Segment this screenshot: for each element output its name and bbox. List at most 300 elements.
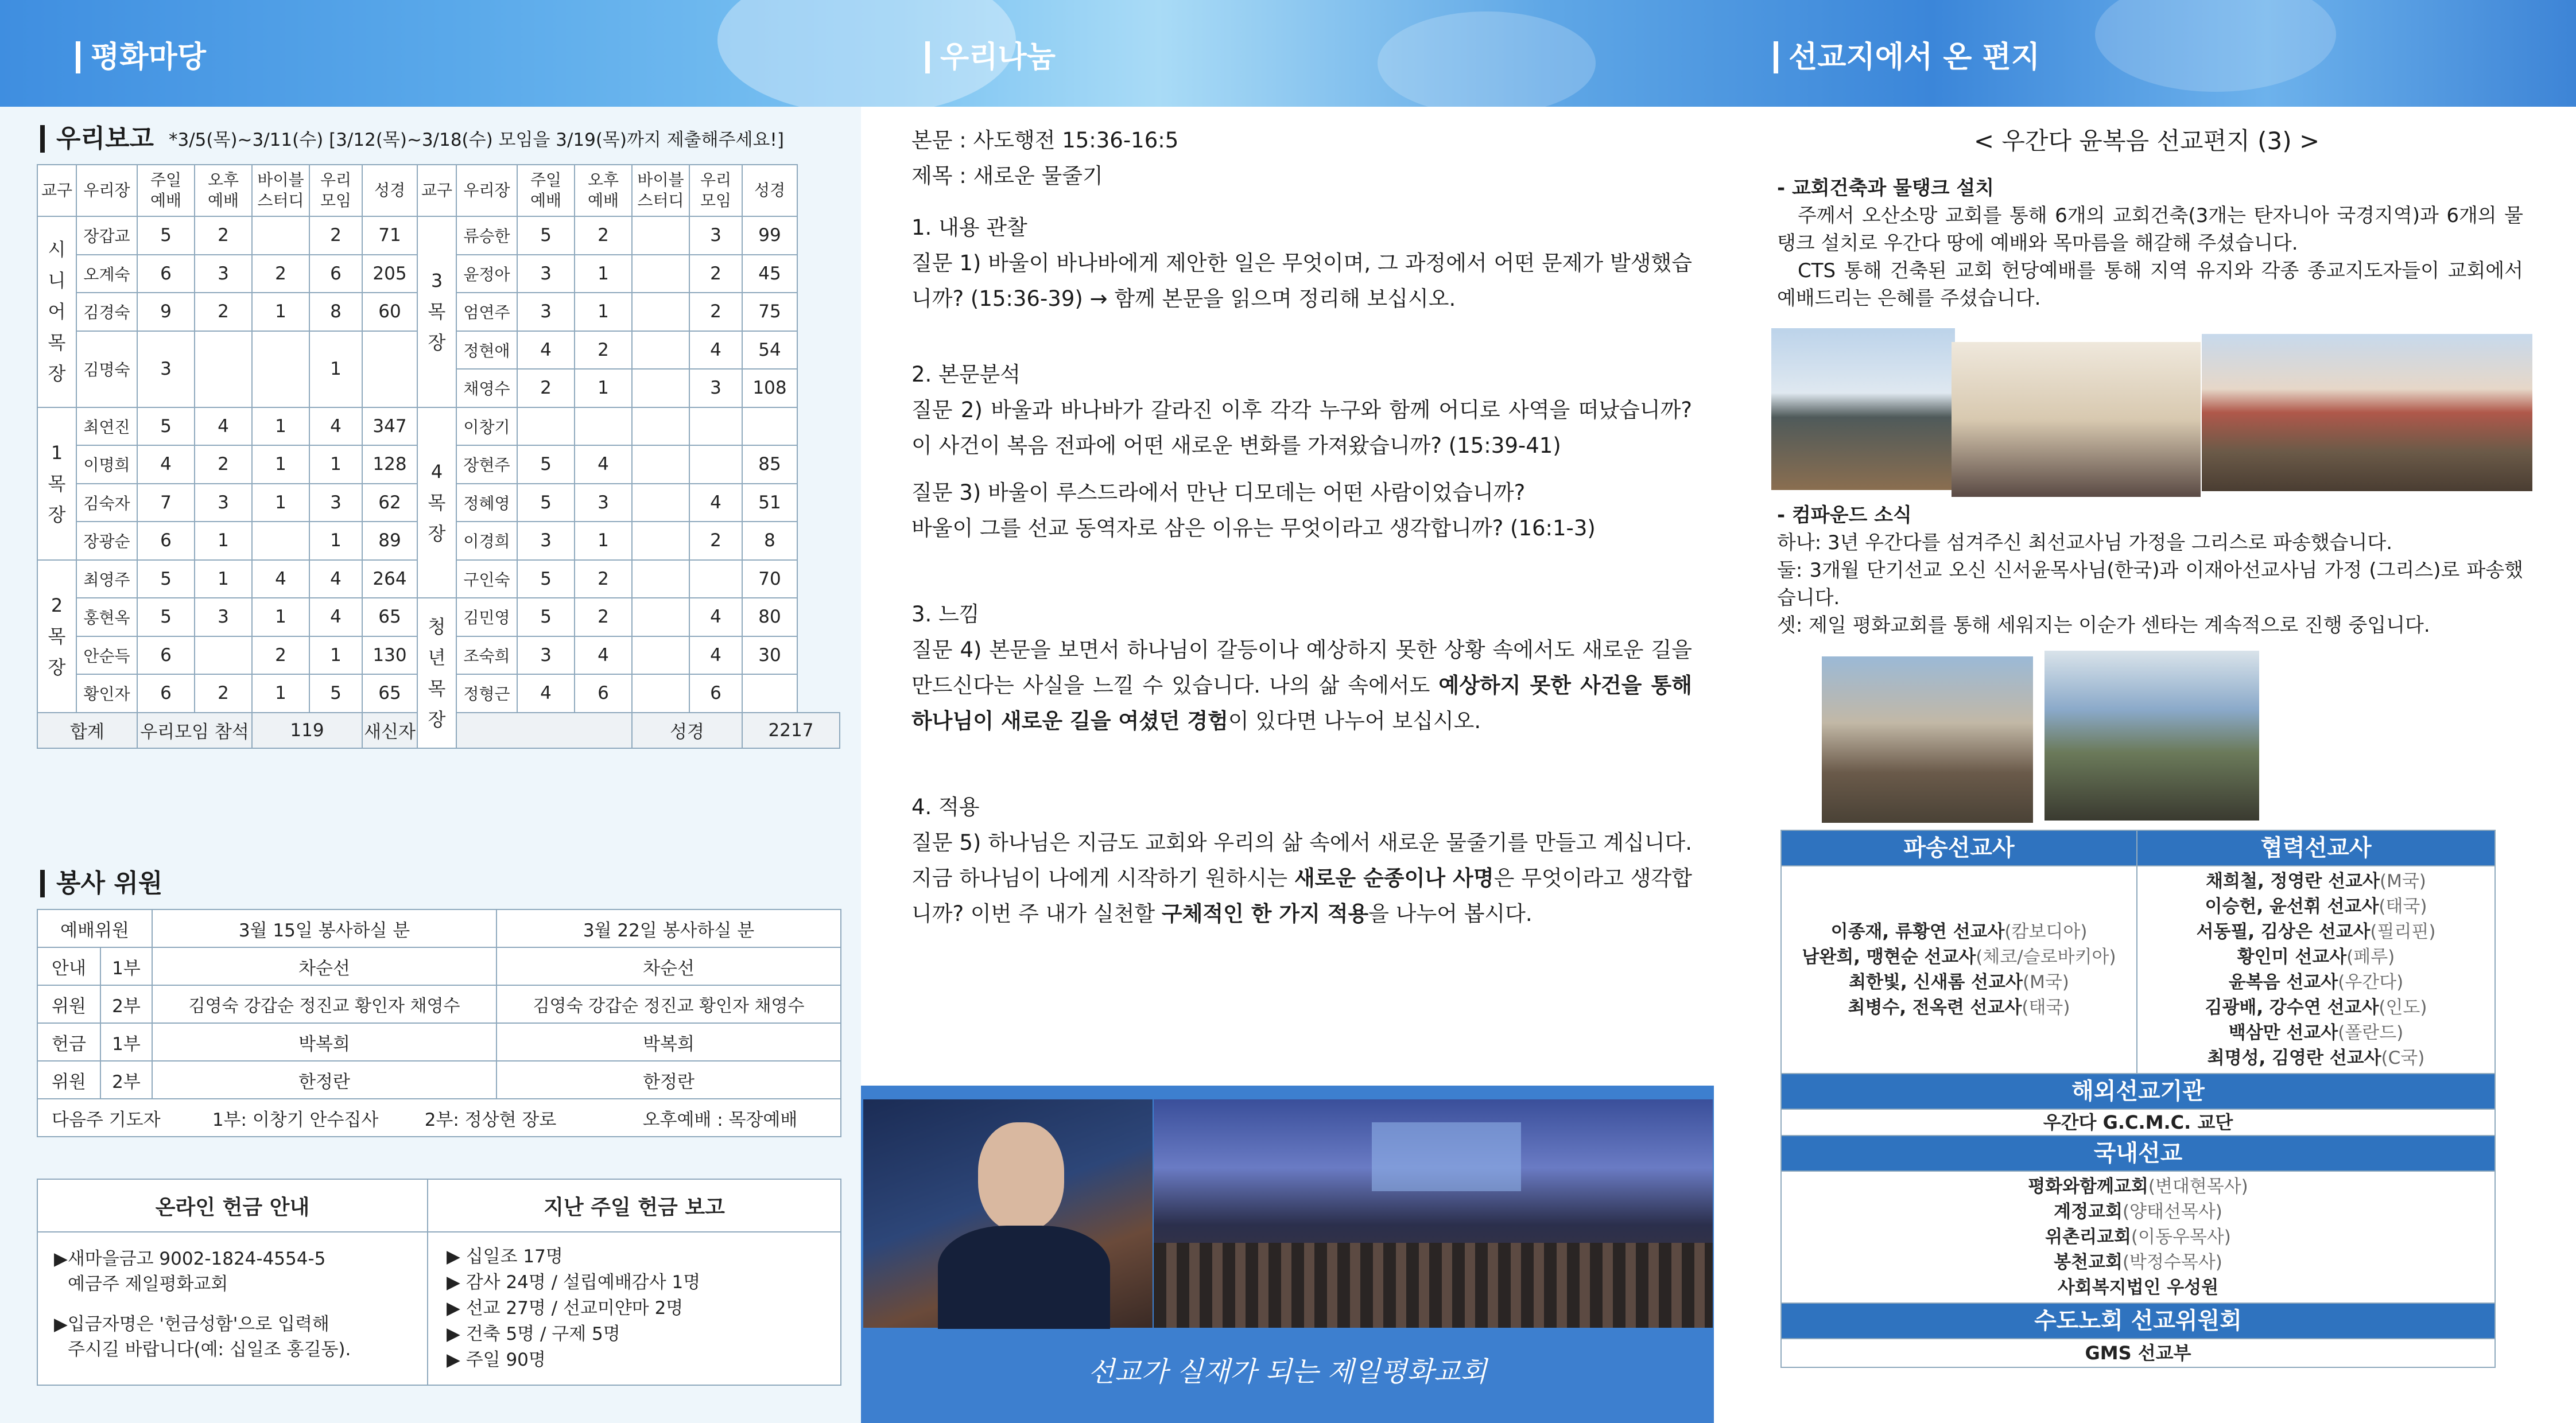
mission-name: 채희철, 정영란 선교사 (2206, 871, 2380, 892)
header-banner (0, 0, 2576, 107)
mission-entry (2137, 894, 2494, 919)
report-value: 3 (517, 636, 575, 675)
service-name: 차순선 (496, 947, 841, 985)
partner-title: 협력선교사 (2137, 830, 2495, 866)
question-1 (911, 246, 1692, 317)
question-emphasis: 예상하지 못한 사건을 통해 하나님이 새로운 길을 여셨던 경험 (911, 673, 1692, 733)
domestic-title: 국내선교 (1781, 1136, 2495, 1171)
report-value: 2 (575, 560, 632, 598)
service-table (37, 909, 841, 1137)
report-value: 2 (689, 293, 742, 331)
report-value: 4 (517, 674, 575, 713)
report-value (632, 445, 689, 484)
mission-name: 서동필, 김상은 선교사 (2196, 922, 2371, 942)
report-value: 2 (689, 255, 742, 293)
report-value: 4 (195, 407, 252, 446)
section-observe: 1. 내용 관찰 (911, 215, 1027, 240)
report-total-cell: 합계 (37, 713, 137, 748)
report-col-header: 주일 예배 (517, 165, 575, 216)
service-head-role: 예배위원 (37, 909, 152, 947)
report-value: 2 (252, 636, 309, 675)
mission-name: 백삼만 선교사 (2228, 1022, 2338, 1043)
member-name: 김숙자 (76, 484, 137, 522)
next-prayer-p1: 1부: 이창기 안수집사 (212, 1109, 379, 1130)
report-value (575, 407, 632, 446)
report-value (632, 369, 689, 407)
offering-line: ▶ 감사 24명 / 설립예배감사 1명 (447, 1272, 701, 1293)
report-value: 5 (137, 216, 195, 255)
question-label: 질문 3) (911, 480, 981, 505)
report-value: 5 (309, 674, 362, 713)
report-value: 2 (195, 445, 252, 484)
online-info (37, 1232, 428, 1385)
service-name: 한정란 (152, 1061, 496, 1099)
mission-name: 김광배, 강수연 선교사 (2205, 997, 2379, 1018)
report-value: 51 (742, 484, 797, 522)
group-photo-2 (2044, 651, 2259, 821)
service-name: 김영숙 강갑순 정진교 황인자 채영수 (496, 985, 841, 1023)
mission-region: (이동우목사) (2131, 1227, 2231, 1247)
report-value: 89 (362, 522, 417, 560)
report-col-header: 교구 (417, 165, 456, 216)
pastor-photo (863, 1099, 1153, 1328)
online-title: 온라인 헌금 안내 (37, 1179, 428, 1232)
mission-entry (2137, 869, 2494, 894)
report-value: 60 (362, 293, 417, 331)
compound-item: 둘: 3개월 단기선교 오신 신서윤목사님(한국)과 이재아선교사님 가정 (그리스)로 파송했습니다. (1777, 559, 2523, 609)
tank-photo (1771, 328, 1955, 490)
report-value: 130 (362, 636, 417, 675)
question-label: 질문 1) (911, 251, 981, 275)
report-value: 5 (517, 445, 575, 484)
report-value: 205 (362, 255, 417, 293)
report-value (632, 674, 689, 713)
member-name: 류승한 (456, 216, 517, 255)
report-value: 1 (252, 484, 309, 522)
letter-title: < 우간다 윤복음 선교편지 (3) > (1973, 127, 2320, 155)
mission-name: 최한빛, 신새롬 선교사 (1849, 972, 2023, 993)
report-value: 3 (689, 369, 742, 407)
question-text: 은 무엇이라고 생각합니까? 이번 주 내가 실천할 (911, 866, 1692, 926)
partner-list (2137, 866, 2495, 1074)
mission-region: (양태선목사) (2122, 1202, 2222, 1222)
report-value: 30 (742, 636, 797, 675)
service-head-date1: 3월 15일 봉사하실 분 (152, 909, 496, 947)
report-value: 1 (309, 445, 362, 484)
presbytery-title: 수도노회 선교위원회 (1781, 1303, 2495, 1339)
section-title-letter: 선교지에서 온 편지 (1774, 41, 2040, 73)
question-text: 하나님은 지금도 교회와 우리의 삶 속에서 새로운 물줄기를 만들고 계십니다. 지금 하나님이 나에게 시작하기 원하시는 (911, 830, 1692, 891)
member-name: 윤정아 (456, 255, 517, 293)
report-value: 1 (575, 522, 632, 560)
next-prayer-row (37, 1099, 841, 1137)
offering-line: ▶ 주일 90명 (447, 1350, 546, 1370)
report-value: 65 (362, 674, 417, 713)
mission-entry (1782, 1199, 2494, 1224)
report-value: 6 (137, 255, 195, 293)
report-value: 1 (309, 636, 362, 675)
column-peace (0, 107, 861, 1423)
report-value: 62 (362, 484, 417, 522)
district-label: 2 목 장 (37, 560, 76, 713)
district-label: 4 목 장 (417, 407, 456, 598)
member-name: 엄연주 (456, 293, 517, 331)
report-value: 1 (309, 522, 362, 560)
report-row (37, 598, 840, 636)
mission-name: 이종재, 류황연 선교사 (1830, 922, 2005, 942)
report-value: 4 (575, 636, 632, 675)
member-name: 정현애 (456, 331, 517, 370)
report-col-header: 우리 모임 (309, 165, 362, 216)
section-title-sharing: 우리나눔 (925, 41, 1056, 73)
report-value: 3 (195, 484, 252, 522)
report-value (195, 331, 252, 407)
service-part: 1부 (100, 947, 152, 985)
report-value (632, 216, 689, 255)
report-value (252, 331, 309, 407)
service-role: 헌금 (37, 1023, 100, 1061)
report-value: 2 (195, 674, 252, 713)
question-3b: 바울이 그를 선교 동역자로 삼은 이유는 무엇이라고 생각합니까? (16:1-3) (911, 516, 1596, 541)
report-value: 75 (742, 293, 797, 331)
next-prayer-p3: 오후예배 : 목장예배 (642, 1109, 798, 1130)
mission-region: (우간다) (2338, 972, 2404, 993)
offering-table (37, 1179, 841, 1386)
service-name: 차순선 (152, 947, 496, 985)
mission-region: (변대현목사) (2148, 1176, 2248, 1197)
report-col-header: 성경 (362, 165, 417, 216)
report-row (37, 216, 840, 255)
online-line: 주시길 바랍니다(예: 십일조 홍길동). (68, 1339, 351, 1360)
report-value: 3 (689, 216, 742, 255)
report-col-header: 바이블 스터디 (632, 165, 689, 216)
member-name: 김경숙 (76, 293, 137, 331)
mission-region: (캄보디아) (2004, 922, 2088, 942)
report-total-cell (456, 713, 632, 748)
report-value: 2 (517, 369, 575, 407)
mission-entry (1782, 919, 2136, 944)
worship-photo (1952, 342, 2201, 497)
member-name: 구인숙 (456, 560, 517, 598)
member-name: 장갑교 (76, 216, 137, 255)
report-col-header: 우리장 (456, 165, 517, 216)
report-col-header: 주일 예배 (137, 165, 195, 216)
district-label: 1 목 장 (37, 407, 76, 560)
report-value: 3 (517, 255, 575, 293)
report-value: 347 (362, 407, 417, 446)
report-value: 6 (137, 636, 195, 675)
report-header (40, 125, 784, 153)
service-name: 박복희 (152, 1023, 496, 1061)
report-value: 1 (252, 598, 309, 636)
report-value: 2 (309, 216, 362, 255)
district-label: 청 년 목 장 (417, 598, 456, 748)
letter-part1 (1777, 174, 2523, 312)
member-name: 이창기 (456, 407, 517, 446)
question-label: 질문 4) (911, 637, 982, 662)
sharing-text (911, 123, 1692, 932)
member-name: 장현주 (456, 445, 517, 484)
mission-region: (M국) (2022, 972, 2069, 993)
question-emphasis: 구체적인 한 가지 적용 (1161, 901, 1369, 926)
report-value: 1 (252, 407, 309, 446)
member-name: 장광순 (76, 522, 137, 560)
report-value: 80 (742, 598, 797, 636)
member-name: 이경희 (456, 522, 517, 560)
member-name: 최영주 (76, 560, 137, 598)
district-label: 3 목 장 (417, 216, 456, 407)
report-value: 70 (742, 560, 797, 598)
screen-shape (1372, 1122, 1521, 1191)
report-value: 1 (252, 674, 309, 713)
report-value (362, 331, 417, 407)
online-line: ▶입금자명은 '헌금성함'으로 입력해 (54, 1314, 329, 1335)
report-value: 2 (575, 331, 632, 370)
report-value: 1 (252, 445, 309, 484)
report-value (632, 331, 689, 370)
report-value: 1 (575, 369, 632, 407)
report-value: 6 (575, 674, 632, 713)
question-text: 본문을 보면서 하나님이 갈등이나 예상하지 못한 상황 속에서도 새로운 길을 만드신다는 사실을 느낄 수 있습니다. 나의 삶 속에서도 (911, 637, 1692, 698)
report-value: 264 (362, 560, 417, 598)
church-photo (2202, 334, 2532, 491)
report-value (632, 560, 689, 598)
report-value: 3 (195, 255, 252, 293)
report-value: 45 (742, 255, 797, 293)
question-label: 질문 2) (911, 398, 983, 422)
congregation-photo (1154, 1099, 1713, 1328)
report-value: 71 (362, 216, 417, 255)
service-name: 한정란 (496, 1061, 841, 1099)
mission-entry (2137, 995, 2494, 1020)
domestic-list (1781, 1171, 2495, 1303)
report-value (632, 484, 689, 522)
report-value (252, 216, 309, 255)
report-col-header: 바이블 스터디 (252, 165, 309, 216)
service-part: 2부 (100, 1061, 152, 1099)
report-table (37, 164, 840, 749)
mission-entry (2137, 1045, 2494, 1071)
letter-paragraph: CTS 통해 건축된 교회 헌당예배를 통해 지역 유지와 각종 종교지도자들이 교회에서 예배드리는 은혜를 주셨습니다. (1777, 259, 2523, 310)
presbytery-org: GMS 선교부 (1781, 1339, 2495, 1367)
service-head-date2: 3월 22일 봉사하실 분 (496, 909, 841, 947)
crowd-shape (1154, 1243, 1713, 1328)
mission-region: (박정수목사) (2122, 1252, 2222, 1273)
mission-entry (1782, 1250, 2494, 1275)
mission-entry (1782, 970, 2136, 995)
report-value: 4 (309, 560, 362, 598)
report-value: 54 (742, 331, 797, 370)
service-name: 김영숙 강갑순 정진교 황인자 채영수 (152, 985, 496, 1023)
question-text: 을 나누어 봅시다. (1368, 901, 1533, 926)
mission-region: (C국) (2381, 1048, 2425, 1068)
report-col-header: 우리 모임 (689, 165, 742, 216)
column-letter (1722, 107, 2576, 1423)
report-value: 5 (517, 216, 575, 255)
mission-entry (1782, 995, 2136, 1020)
report-value: 6 (137, 522, 195, 560)
mission-name: 남완희, 맹현순 선교사 (1802, 947, 1976, 967)
next-prayer-p2: 2부: 정상현 장로 (424, 1109, 557, 1130)
section-title-peace: 평화마당 (76, 41, 206, 73)
offering-line: ▶ 선교 27명 / 선교미얀마 2명 (447, 1298, 684, 1319)
report-value: 3 (575, 484, 632, 522)
report-value: 2 (575, 598, 632, 636)
report-value: 4 (689, 484, 742, 522)
member-name: 정형근 (456, 674, 517, 713)
overseas-org: 우간다 G.C.M.C. 교단 (1781, 1109, 2495, 1136)
member-name: 채영수 (456, 369, 517, 407)
report-value: 7 (137, 484, 195, 522)
report-value: 4 (309, 598, 362, 636)
report-value: 4 (689, 598, 742, 636)
mission-entry (2137, 944, 2494, 970)
report-value: 6 (689, 674, 742, 713)
member-name: 최연진 (76, 407, 137, 446)
mission-entry (1782, 944, 2136, 970)
report-value: 3 (195, 598, 252, 636)
report-value: 5 (137, 407, 195, 446)
letter-paragraph: 주께서 오산소망 교회를 통해 6개의 교회건축(3개는 탄자니아 국경지역)과 6개의 물탱크 설치로 우간다 땅에 예배와 목마름을 해갈해 주셨습니다. (1777, 204, 2523, 255)
question-text: 바울이 루스드라에서 만난 디모데는 어떤 사람이었습니까? (981, 480, 1526, 505)
district-label: 시 니 어 목 장 (37, 216, 76, 407)
report-value: 9 (137, 293, 195, 331)
report-value: 4 (252, 560, 309, 598)
section-feeling: 3. 느낌 (911, 602, 980, 627)
offering-line: ▶ 십일조 17명 (447, 1246, 563, 1267)
report-value: 4 (517, 331, 575, 370)
report-value (195, 636, 252, 675)
report-value (632, 407, 689, 446)
report-title: 우리보고 (40, 125, 154, 153)
bible-passage: 본문 : 사도행전 15:36-16:5 (911, 128, 1179, 153)
report-value: 128 (362, 445, 417, 484)
report-value: 65 (362, 598, 417, 636)
section-analysis: 2. 본문분석 (911, 362, 1021, 387)
sent-list (1781, 866, 2137, 1074)
mission-region: (필리핀) (2370, 922, 2436, 942)
group-photo-1 (1822, 656, 2033, 823)
report-total-cell: 성경 (632, 713, 742, 748)
report-row (37, 407, 840, 446)
report-value: 5 (517, 560, 575, 598)
letter-heading: - 컴파운드 소식 (1777, 504, 1912, 527)
question-text: 바울이 바나바에게 제안한 일은 무엇이며, 그 과정에서 어떤 문제가 발생했습니까? (15:36-39) → 함께 본문을 읽으며 정리해 보십시오. (911, 251, 1692, 311)
report-value: 2 (252, 255, 309, 293)
report-col-header: 교구 (37, 165, 76, 216)
offering-report (428, 1232, 841, 1385)
question-2 (911, 392, 1692, 464)
report-value: 1 (252, 293, 309, 331)
column-sharing (861, 107, 1722, 1423)
mission-region: (페루) (2346, 947, 2395, 967)
online-line: ▶새마을금고 9002-1824-4554-5 (54, 1249, 326, 1269)
report-value (742, 674, 797, 713)
sent-title: 파송선교사 (1781, 830, 2137, 866)
mission-region: (폴란드) (2338, 1022, 2404, 1043)
service-part: 2부 (100, 985, 152, 1023)
mission-name: 사회복지법인 우성원 (2057, 1277, 2219, 1298)
report-value: 4 (575, 445, 632, 484)
suit-shape (938, 1226, 1110, 1329)
letter-part2 (1777, 501, 2523, 639)
compound-item: 하나: 3년 우간다를 섬겨주신 최선교사님 가정을 그리스로 파송했습니다. (1777, 531, 2393, 554)
report-value: 2 (195, 216, 252, 255)
report-value: 1 (575, 293, 632, 331)
report-value: 99 (742, 216, 797, 255)
report-value: 108 (742, 369, 797, 407)
report-value: 1 (309, 331, 362, 407)
report-value (632, 636, 689, 675)
question-text: 이 있다면 나누어 보십시오. (1228, 709, 1481, 733)
report-value (689, 407, 742, 446)
mission-region: (체코/슬로바키아) (1976, 947, 2116, 967)
report-value: 3 (137, 331, 195, 407)
section-apply: 4. 적용 (911, 795, 980, 819)
mission-region: (태국) (2379, 896, 2427, 917)
report-col-header: 오후 예배 (195, 165, 252, 216)
mission-entry (2137, 970, 2494, 995)
mission-entry (1782, 1224, 2494, 1250)
report-value (689, 445, 742, 484)
member-name: 홍현옥 (76, 598, 137, 636)
photo-banner (861, 1086, 1714, 1423)
slogan: 선교가 실재가 되는 제일평화교회 (1088, 1356, 1487, 1388)
report-note: *3/5(목)~3/11(수) [3/12(목)~3/18(수) 모임을 3/19(목)까지 제출해주세요!] (169, 130, 784, 150)
service-role: 위원 (37, 1061, 100, 1099)
report-value: 4 (689, 331, 742, 370)
report-value: 5 (137, 560, 195, 598)
report-value (742, 407, 797, 446)
missions-table (1780, 830, 2496, 1368)
report-value: 6 (309, 255, 362, 293)
mission-name: 계정교회 (2054, 1202, 2123, 1222)
next-prayer-label: 다음주 기도자 (52, 1109, 161, 1130)
report-value (632, 522, 689, 560)
report-value: 3 (517, 293, 575, 331)
service-title: 봉사 위원 (40, 870, 162, 897)
service-part: 1부 (100, 1023, 152, 1061)
member-name: 황인자 (76, 674, 137, 713)
letter-heading: - 교회건축과 물탱크 설치 (1777, 177, 1995, 200)
report-value: 85 (742, 445, 797, 484)
report-value: 3 (309, 484, 362, 522)
report-value: 1 (195, 560, 252, 598)
mission-name: 이승헌, 윤선휘 선교사 (2205, 896, 2379, 917)
report-value (632, 255, 689, 293)
report-value (689, 560, 742, 598)
sermon-title: 제목 : 새로운 물줄기 (911, 164, 1103, 188)
report-value: 8 (309, 293, 362, 331)
offering-report-title: 지난 주일 헌금 보고 (428, 1179, 841, 1232)
report-value: 2 (575, 216, 632, 255)
online-line: 예금주 제일평화교회 (68, 1274, 228, 1294)
question-text: 바울과 바나바가 갈라진 이후 각각 누구와 함께 어디로 사역을 떠났습니까? 이 사건이 복음 전파에 어떤 새로운 변화를 가져왔습니까? (15:39-41) (911, 398, 1692, 458)
member-name: 김명숙 (76, 331, 137, 407)
report-value: 6 (137, 674, 195, 713)
report-value: 5 (517, 484, 575, 522)
report-value (632, 293, 689, 331)
report-total-cell: 새신자 (362, 713, 417, 748)
report-value: 8 (742, 522, 797, 560)
report-value: 4 (137, 445, 195, 484)
mission-entry (2137, 1020, 2494, 1045)
mission-entry (1782, 1174, 2494, 1199)
report-col-header: 우리장 (76, 165, 137, 216)
report-total-cell: 119 (252, 713, 362, 748)
question-4 (911, 632, 1692, 739)
report-value: 5 (517, 598, 575, 636)
